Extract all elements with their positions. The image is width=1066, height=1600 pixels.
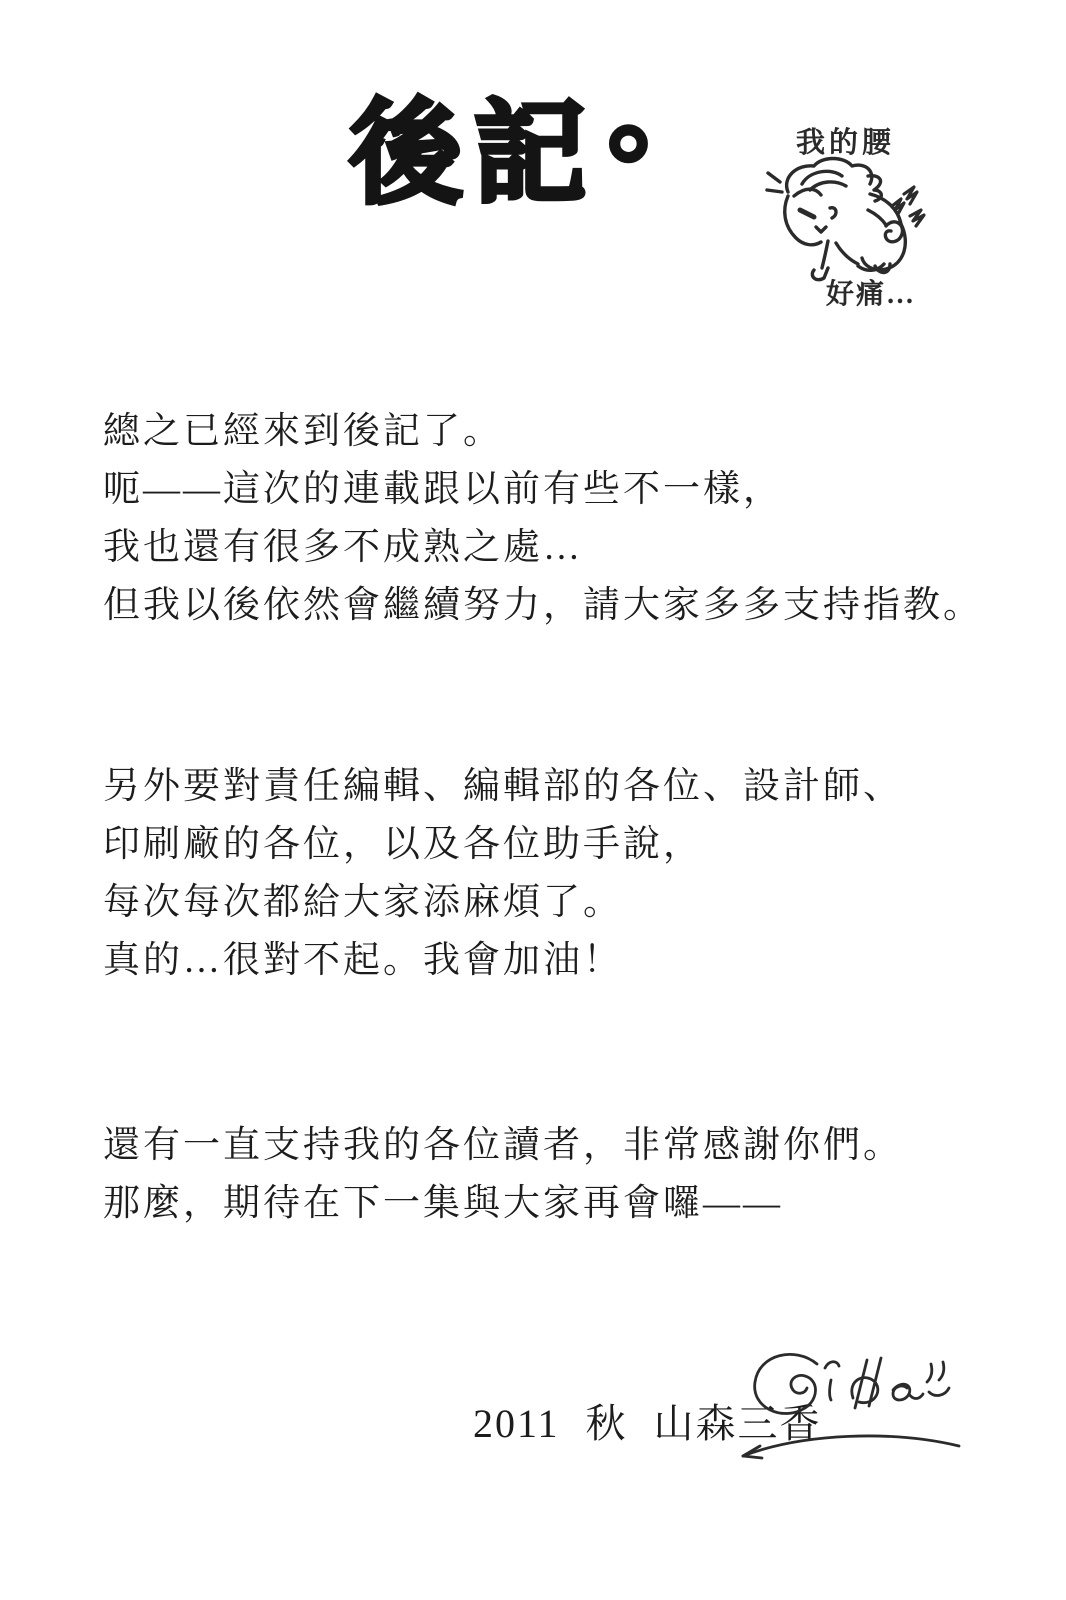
page-title-text: 後記 (350, 89, 598, 219)
signature-date-author: 2011 秋 山森三香 (473, 1401, 822, 1446)
text-line: 總之已經來到後記了。 (103, 411, 503, 452)
doodle-hair (767, 159, 881, 202)
text-line: 每次每次都給大家添麻煩了。 (103, 882, 623, 923)
title-period-mark: 。 (608, 47, 732, 177)
doodle-caption-bottom: 好痛… (826, 279, 917, 310)
pain-squiggle-marks (892, 187, 924, 226)
paragraph-thanks-readers (103, 1117, 903, 1233)
paragraph-intro (103, 403, 983, 635)
text-line: 真的…很對不起。我會加油！ (103, 940, 623, 981)
page-title (350, 47, 732, 224)
text-line: 那麼，期待在下一集與大家再會囉—— (103, 1183, 783, 1224)
paragraph-thanks-staff (103, 758, 903, 990)
text-line: 印刷廠的各位，以及各位助手說， (103, 824, 703, 865)
author-signature-scribble (733, 1334, 973, 1474)
text-line: 另外要對責任編輯、編輯部的各位、設計師、 (103, 766, 903, 807)
text-line: 但我以後依然會繼續努力，請大家多多支持指教。 (103, 585, 983, 626)
text-line: 我也還有很多不成熟之處… (103, 527, 583, 568)
signature-handwriting (755, 1354, 949, 1413)
doodle-caption-top: 我的腰 (796, 127, 896, 159)
text-line: 呃——這次的連載跟以前有些不一樣， (103, 469, 783, 510)
text-line: 還有一直支持我的各位讀者，非常感謝你們。 (103, 1125, 903, 1166)
signature-underline-arrow (743, 1436, 959, 1458)
doodle-face (785, 196, 836, 245)
